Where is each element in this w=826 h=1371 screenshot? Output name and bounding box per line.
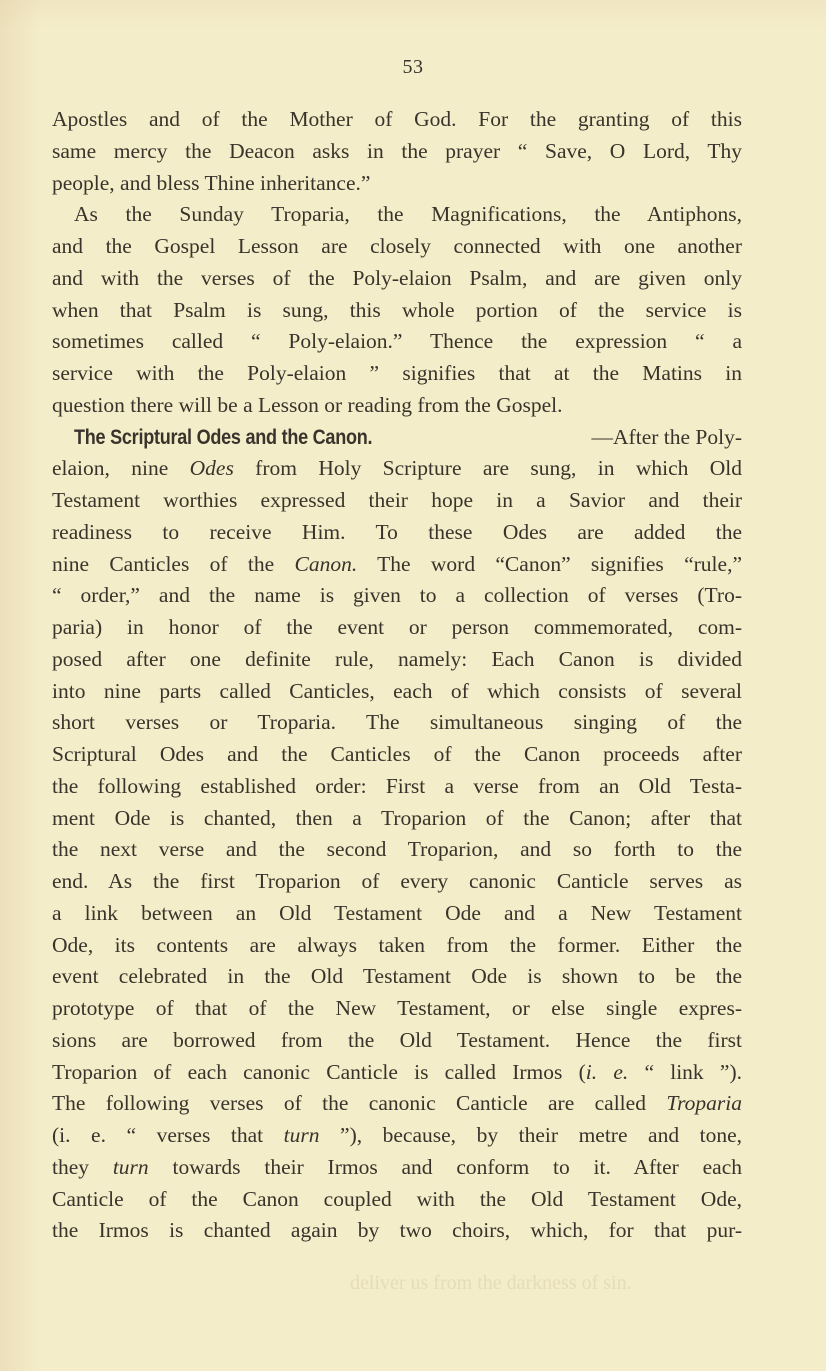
text-line: readiness to receive Him. To these Odes are added the — [52, 519, 742, 544]
page-number: 53 — [402, 56, 424, 78]
text-line: event celebrated in the Old Testament Ode is shown to be the — [52, 964, 742, 989]
text-line: the following established order: First a verse from an Old Testa- — [52, 773, 742, 798]
text-line: paria) in honor of the event or person commemorated, com- — [52, 615, 742, 639]
text-line: The following verses of the canonic Canticle are called Troparia — [52, 1091, 742, 1116]
text-line: ment Ode is chanted, then a Troparion of the Canon; after that — [52, 805, 742, 830]
text-line: sometimes called “ Poly-elaion.” Thence the expression “ a — [52, 329, 742, 354]
text-line: elaion, nine Odes from Holy Scripture are sung, in which Old — [52, 456, 742, 481]
section-heading: The Scriptural Odes and the Canon. — [74, 425, 373, 449]
text-line: (i. e. “ verses that turn ”), because, by their metre and tone, — [52, 1123, 743, 1147]
text-line: As the Sunday Troparia, the Magnifications, the Antiphons, — [74, 202, 742, 227]
text-line: and with the verses of the Poly-elaion Psalm, and are given only — [52, 265, 742, 290]
text-line: the Irmos is chanted again by two choirs, which, for that pur- — [52, 1218, 742, 1243]
text-line: “ order,” and the name is given to a collection of verses (Tro- — [52, 583, 742, 608]
text-line: people, and bless Thine inheritance.” — [52, 170, 371, 195]
paragraph-2 — [52, 199, 742, 421]
text-line — [52, 422, 742, 454]
text-line: Ode, its contents are always taken from the former. Either the — [52, 932, 742, 957]
text-line: same mercy the Deacon asks in the prayer “ Save, O Lord, Thy — [52, 138, 742, 163]
text-line: Apostles and of the Mother of God. For the granting of this — [52, 107, 742, 131]
paragraph-1 — [52, 104, 742, 199]
text-line: a link between an Old Testament Ode and a New Testament — [52, 900, 742, 925]
text-line: and the Gospel Lesson are closely connected with one another — [52, 234, 742, 258]
text-line: Testament worthies expressed their hope in a Savior and their — [52, 488, 742, 512]
paragraph-3 — [52, 422, 742, 1248]
text-line: when that Psalm is sung, this whole portion of the service is — [52, 297, 742, 322]
text-line: into nine parts called Canticles, each of which consists of several — [52, 678, 742, 703]
text-line: Troparion of each canonic Canticle is called Irmos (i. e. “ link ”). — [52, 1059, 742, 1084]
text-line: sions are borrowed from the Old Testament. Hence the first — [52, 1027, 742, 1052]
text-line: Scriptural Odes and the Canticles of the Canon proceeds after — [52, 742, 742, 766]
text-line: service with the Poly-elaion ” signifies that at the Matins in — [52, 361, 742, 385]
heading-run-in-text: —After the Poly- — [591, 424, 742, 449]
text-line: the next verse and the second Troparion, and so forth to the — [52, 837, 742, 862]
text-line: posed after one definite rule, namely: Each Canon is divided — [52, 646, 742, 671]
text-line: question there will be a Lesson or reading from the Gospel. — [52, 392, 563, 417]
text-line: end. As the first Troparion of every canonic Canticle serves as — [52, 869, 742, 893]
page-body — [52, 104, 742, 1247]
text-line: prototype of that of the New Testament, or else single expres- — [52, 996, 742, 1020]
text-line: they turn towards their Irmos and conform to it. After each — [52, 1154, 742, 1179]
text-line: Canticle of the Canon coupled with the Old Testament Ode, — [52, 1186, 742, 1211]
text-line: short verses or Troparia. The simultaneous singing of the — [52, 710, 742, 735]
text-line: nine Canticles of the Canon. The word “Canon” signifies “rule,” — [52, 551, 742, 576]
bleed-through-text: deliver us from the darkness of sin. — [350, 1272, 632, 1294]
